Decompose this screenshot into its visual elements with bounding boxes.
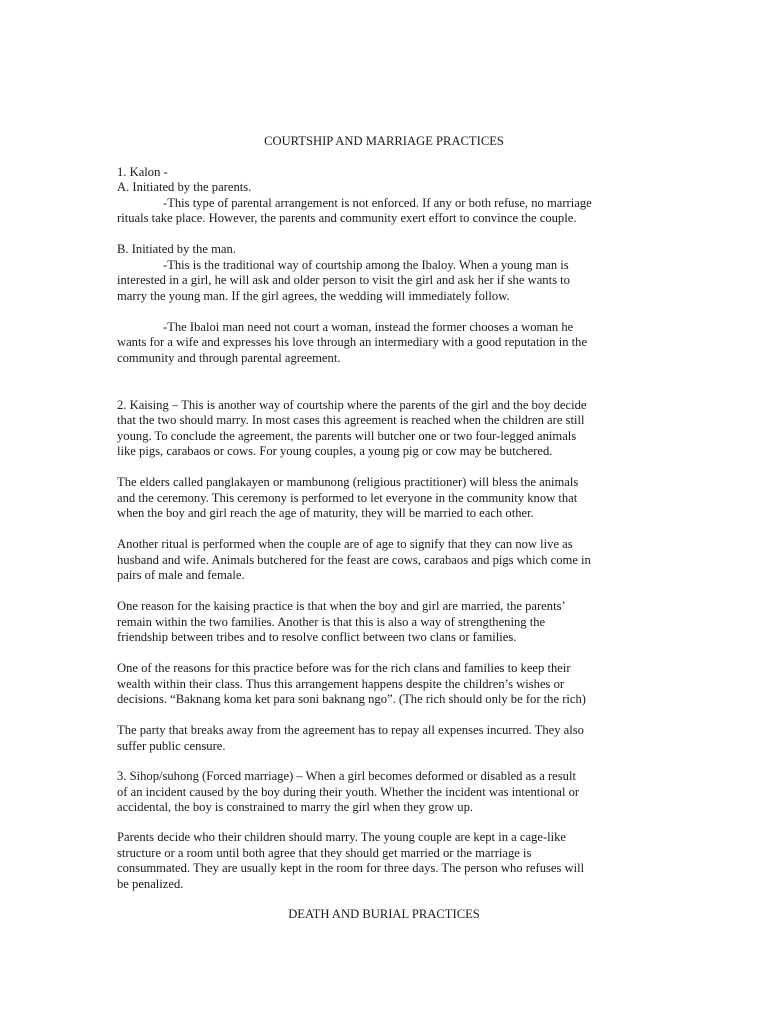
text-line: marry the young man. If the girl agrees, the wedding will immediately follow. <box>117 289 510 303</box>
text-line: community and through parental agreement. <box>117 351 341 365</box>
kalon-b-label: B. Initiated by the man. <box>117 242 236 256</box>
section-heading-courtship: COURTSHIP AND MARRIAGE PRACTICES <box>264 134 504 148</box>
text-line: One reason for the kaising practice is that when the boy and girl are married, the parents’ <box>117 599 566 613</box>
text-line: The elders called panglakayen or mambunong (religious practitioner) will bless the animals <box>117 475 579 489</box>
text-line: suffer public censure. <box>117 739 226 753</box>
text-line: decisions. “Baknang koma ket para soni baknang ngo”. (The rich should only be for the rich) <box>117 692 586 706</box>
text-line: -This type of parental arrangement is not enforced. If any or both refuse, no marriage <box>163 196 592 210</box>
text-line: wealth within their class. Thus this arrangement happens despite the children’s wishes or <box>117 677 565 691</box>
section-heading-death: DEATH AND BURIAL PRACTICES <box>288 907 480 921</box>
text-line: 3. Sihop/suhong (Forced marriage) – When a girl becomes deformed or disabled as a result <box>117 769 576 783</box>
text-line: like pigs, carabaos or cows. For young couples, a young pig or cow may be butchered. <box>117 444 553 458</box>
kalon-title: 1. Kalon - <box>117 165 168 179</box>
text-line: and the ceremony. This ceremony is performed to let everyone in the community know that <box>117 491 578 505</box>
text-line: interested in a girl, he will ask and older person to visit the girl and ask her if she wants to <box>117 273 570 287</box>
text-line: when the boy and girl reach the age of maturity, they will be married to each other. <box>117 506 534 520</box>
text-line: husband and wife. Animals butchered for the feast are cows, carabaos and pigs which come in <box>117 553 591 567</box>
text-line: Parents decide who their children should marry. The young couple are kept in a cage-like <box>117 830 567 844</box>
text-line: young. To conclude the agreement, the parents will butcher one or two four-legged animals <box>117 429 577 443</box>
text-line: -This is the traditional way of courtship among the Ibaloy. When a young man is <box>163 258 569 272</box>
text-line: consummated. They are usually kept in the room for three days. The person who refuses will <box>117 861 585 875</box>
text-line: remain within the two families. Another is that this is also a way of strengthening the <box>117 615 546 629</box>
text-line: pairs of male and female. <box>117 568 245 582</box>
text-line: of an incident caused by the boy during their youth. Whether the incident was intentional or <box>117 785 580 799</box>
text-line: wants for a wife and expresses his love through an intermediary with a good reputation in the <box>117 335 588 349</box>
text-line: The party that breaks away from the agreement has to repay all expenses incurred. They also <box>117 723 584 737</box>
kalon-a-label: A. Initiated by the parents. <box>117 180 252 194</box>
text-line: friendship between tribes and to resolve conflict between two clans or families. <box>117 630 517 644</box>
text-line: One of the reasons for this practice before was for the rich clans and families to keep their <box>117 661 571 675</box>
text-line: -The Ibaloi man need not court a woman, instead the former chooses a woman he <box>163 320 574 334</box>
text-line: structure or a room until both agree that they should get married or the marriage is <box>117 846 532 860</box>
text-line: that the two should marry. In most cases this agreement is reached when the children are still <box>117 413 585 427</box>
text-line: Another ritual is performed when the couple are of age to signify that they can now live as <box>117 537 573 551</box>
text-line: accidental, the boy is constrained to marry the girl when they grow up. <box>117 800 474 814</box>
text-line: be penalized. <box>117 877 184 891</box>
text-line: rituals take place. However, the parents and community exert effort to convince the couple. <box>117 211 577 225</box>
text-line: 2. Kaising – This is another way of courtship where the parents of the girl and the boy decide <box>117 398 587 412</box>
